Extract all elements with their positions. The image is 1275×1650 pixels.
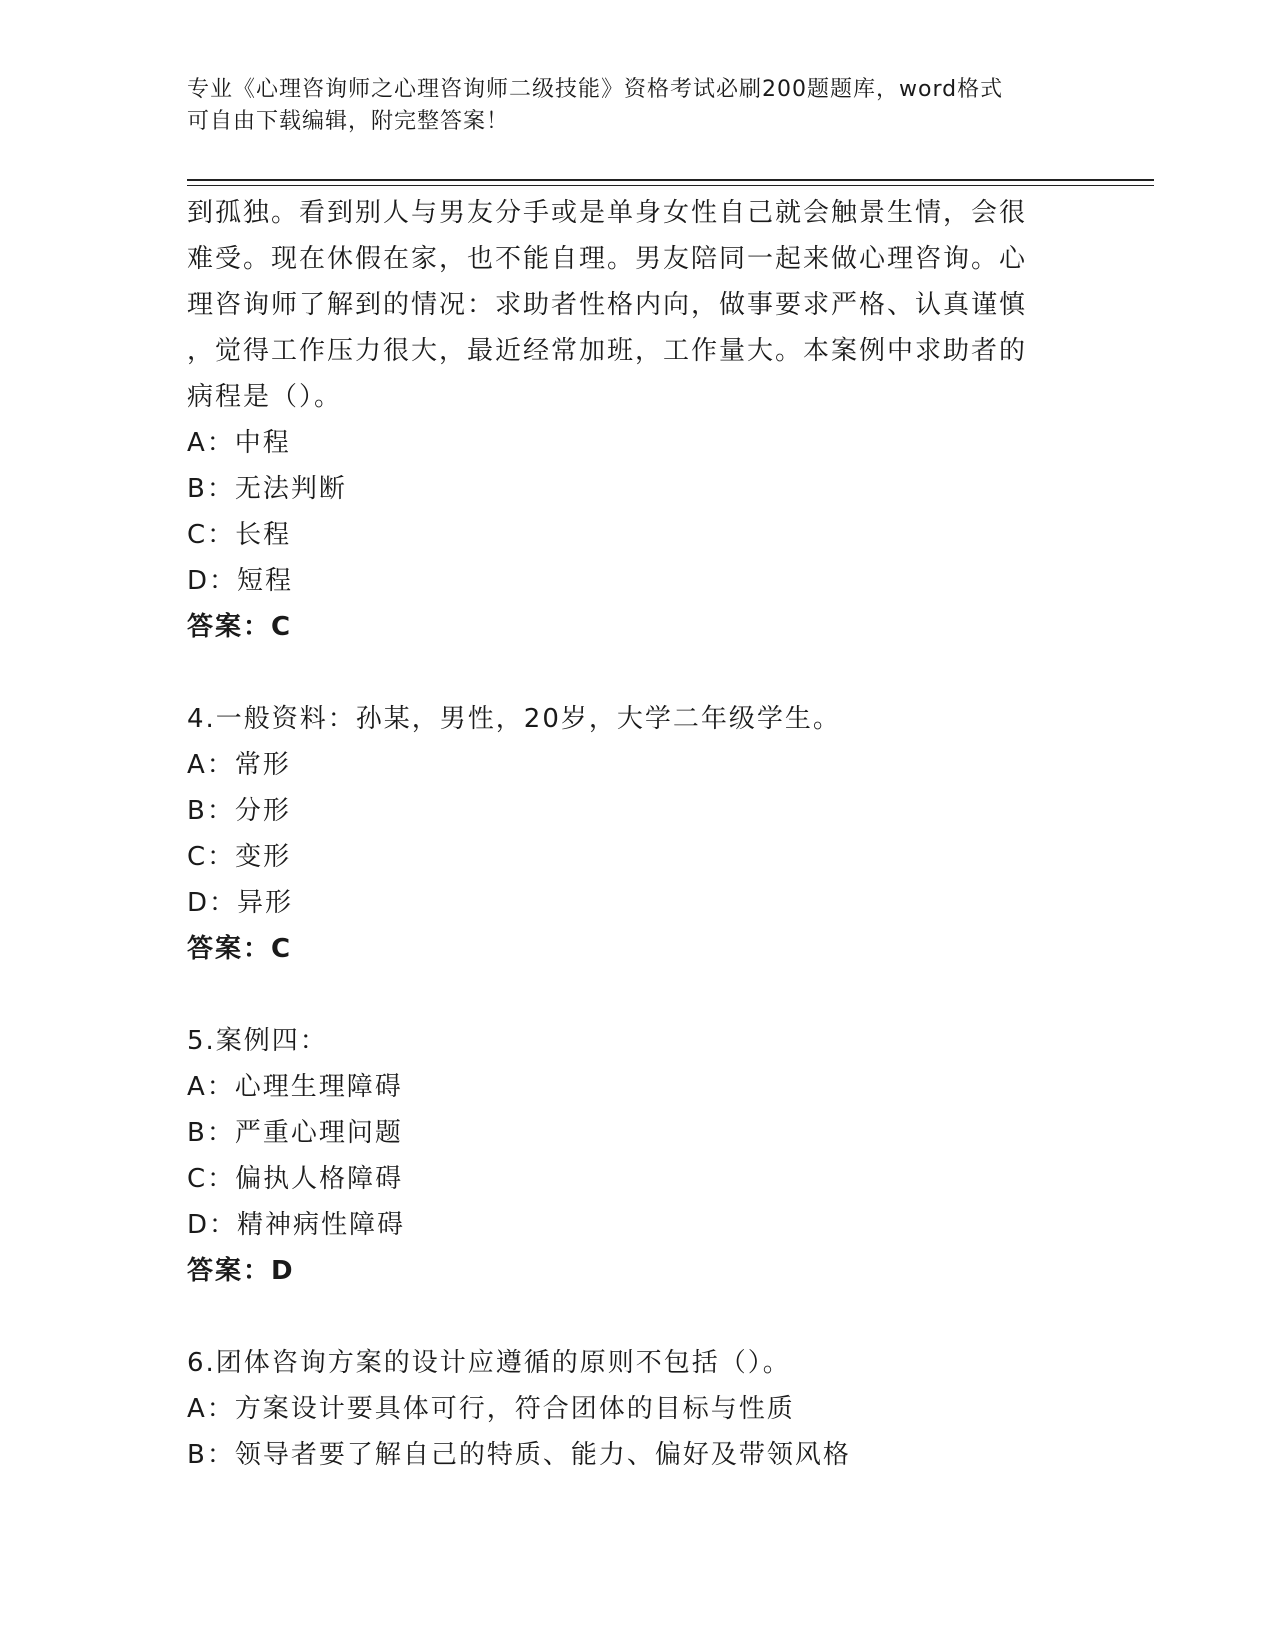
question-spacer bbox=[187, 650, 1067, 696]
header-title-line-1: 专业《心理咨询师之心理咨询师二级技能》资格考试必刷200题题库，word格式 bbox=[187, 77, 1004, 102]
question-stem-line: 难受。现在休假在家，也不能自理。男友陪同一起来做心理咨询。心 bbox=[187, 244, 1028, 274]
option-c: C：偏执人格障碍 bbox=[187, 1164, 404, 1194]
option-d: D：短程 bbox=[187, 566, 294, 596]
question-spacer bbox=[187, 1294, 1067, 1340]
option-b: B：分形 bbox=[187, 796, 291, 826]
answer-line: 答案：D bbox=[187, 1256, 295, 1286]
option-a: A：方案设计要具体可行，符合团体的目标与性质 bbox=[187, 1394, 795, 1424]
option-a: A：中程 bbox=[187, 428, 291, 458]
question-stem-line: 到孤独。看到别人与男友分手或是单身女性自己就会触景生情，会很 bbox=[187, 198, 1028, 228]
question-stem: 5.案例四： bbox=[187, 1026, 328, 1056]
question-stem: 4.一般资料：孙某，男性，20岁，大学二年级学生。 bbox=[187, 704, 841, 734]
question-stem-line: 理咨询师了解到的情况：求助者性格内向，做事要求严格、认真谨慎 bbox=[187, 290, 1028, 320]
header-divider-thin bbox=[187, 185, 1154, 186]
question-3 bbox=[187, 190, 1067, 650]
option-d: D：异形 bbox=[187, 888, 294, 918]
question-6 bbox=[187, 1340, 1067, 1478]
option-b: B：无法判断 bbox=[187, 474, 347, 504]
option-b: B：领导者要了解自己的特质、能力、偏好及带领风格 bbox=[187, 1440, 851, 1470]
answer-line: 答案：C bbox=[187, 612, 293, 642]
question-4 bbox=[187, 696, 1067, 972]
document-header bbox=[187, 74, 1067, 138]
option-c: C：长程 bbox=[187, 520, 292, 550]
question-stem: 6.团体咨询方案的设计应遵循的原则不包括（）。 bbox=[187, 1348, 791, 1378]
option-b: B：严重心理问题 bbox=[187, 1118, 403, 1148]
option-d: D：精神病性障碍 bbox=[187, 1210, 406, 1240]
option-c: C：变形 bbox=[187, 842, 292, 872]
answer-line: 答案：C bbox=[187, 934, 293, 964]
question-5 bbox=[187, 1018, 1067, 1294]
question-spacer bbox=[187, 972, 1067, 1018]
header-divider-thick bbox=[187, 179, 1154, 181]
question-stem-line: ，觉得工作压力很大，最近经常加班，工作量大。本案例中求助者的 bbox=[187, 336, 1028, 366]
question-stem-line: 病程是（）。 bbox=[187, 382, 343, 412]
option-a: A：常形 bbox=[187, 750, 291, 780]
option-a: A：心理生理障碍 bbox=[187, 1072, 403, 1102]
header-title-line-2: 可自由下载编辑，附完整答案！ bbox=[187, 109, 510, 134]
document-body bbox=[187, 190, 1067, 1478]
